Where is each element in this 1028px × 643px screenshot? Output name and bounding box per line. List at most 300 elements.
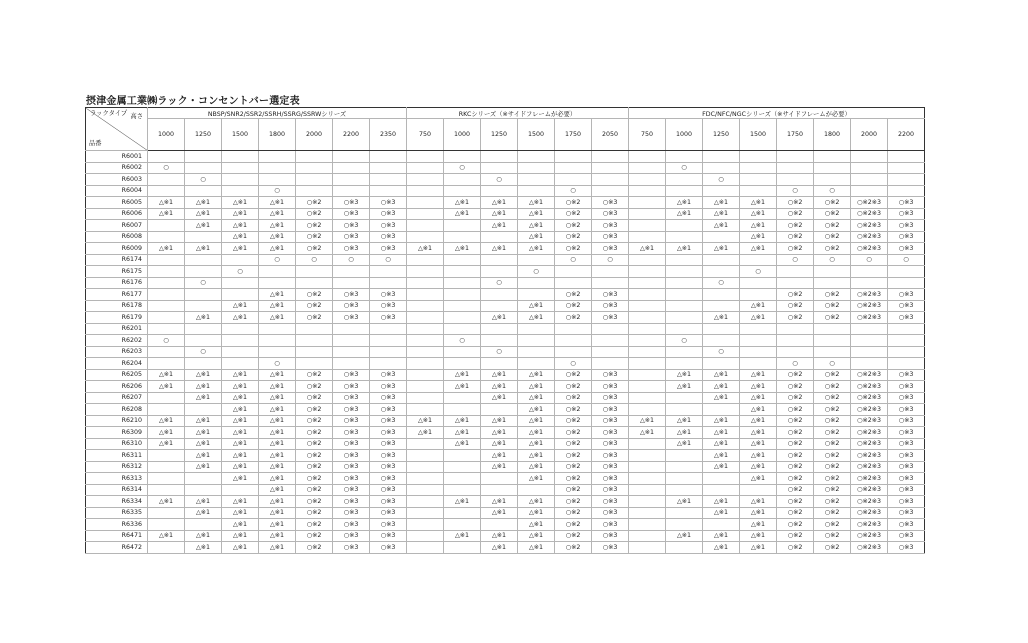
rack-cell: [518, 185, 555, 197]
rack-cell: △※1: [259, 404, 296, 416]
rack-cell: [407, 277, 444, 289]
rack-cell: [592, 174, 629, 186]
rack-cell: △※1: [148, 243, 185, 255]
part-number: R6202: [86, 335, 148, 347]
rack-cell: [444, 312, 481, 324]
table-row: [86, 151, 925, 163]
rack-cell: ○※2: [555, 427, 592, 439]
rack-cell: [222, 162, 259, 174]
part-number: R6174: [86, 254, 148, 266]
rack-cell: △※1: [703, 530, 740, 542]
rack-cell: △※1: [481, 450, 518, 462]
rack-cell: ○※3: [333, 381, 370, 393]
table-row: [86, 427, 925, 439]
table-row: [86, 323, 925, 335]
rack-cell: [666, 185, 703, 197]
rack-cell: ○※3: [888, 542, 925, 554]
rack-cell: ○※3: [592, 438, 629, 450]
rack-cell: ○※2: [777, 381, 814, 393]
rack-cell: △※1: [740, 231, 777, 243]
rack-cell: △※1: [518, 496, 555, 508]
part-number: R6006: [86, 208, 148, 220]
rack-cell: ○※2: [814, 369, 851, 381]
rack-cell: ○※3: [888, 369, 925, 381]
rack-cell: ○※3: [592, 507, 629, 519]
rack-cell: ○※3: [333, 496, 370, 508]
table-row: [86, 542, 925, 554]
rack-cell: ○※3: [370, 461, 407, 473]
rack-cell: [259, 266, 296, 278]
rack-cell: [407, 496, 444, 508]
rack-cell: △※1: [703, 392, 740, 404]
rack-cell: △※1: [703, 496, 740, 508]
selection-table: [85, 107, 925, 554]
rack-cell: [370, 151, 407, 163]
rack-cell: △※1: [740, 220, 777, 232]
rack-cell: ○※2: [814, 289, 851, 301]
rack-cell: [333, 358, 370, 370]
rack-cell: [481, 473, 518, 485]
rack-cell: ○※2※3: [851, 289, 888, 301]
rack-cell: [370, 358, 407, 370]
rack-cell: [629, 507, 666, 519]
rack-cell: ○※2: [814, 381, 851, 393]
rack-cell: [666, 404, 703, 416]
rack-cell: △※1: [185, 461, 222, 473]
rack-cell: [444, 484, 481, 496]
rack-cell: △※1: [481, 392, 518, 404]
rack-cell: △※1: [740, 369, 777, 381]
rack-cell: ○※2※3: [851, 519, 888, 531]
rack-cell: [148, 392, 185, 404]
part-number: R6206: [86, 381, 148, 393]
rack-cell: [629, 208, 666, 220]
rack-cell: △※1: [407, 427, 444, 439]
table-row: [86, 392, 925, 404]
part-number: R6001: [86, 151, 148, 163]
table-row: [86, 174, 925, 186]
rack-cell: [851, 151, 888, 163]
rack-cell: ○※2: [777, 392, 814, 404]
part-number: R6005: [86, 197, 148, 209]
rack-cell: △※1: [148, 208, 185, 220]
height-header: 1500: [518, 119, 555, 151]
rack-cell: ○: [777, 358, 814, 370]
rack-cell: △※1: [259, 507, 296, 519]
rack-cell: ○※2: [555, 392, 592, 404]
rack-cell: △※1: [740, 530, 777, 542]
height-header: 2050: [592, 119, 629, 151]
rack-cell: △※1: [148, 427, 185, 439]
rack-cell: [259, 174, 296, 186]
rack-cell: △※1: [740, 197, 777, 209]
rack-cell: [148, 277, 185, 289]
rack-cell: △※1: [740, 427, 777, 439]
rack-cell: [629, 231, 666, 243]
rack-cell: [407, 542, 444, 554]
rack-cell: △※1: [259, 381, 296, 393]
rack-cell: ○※2: [777, 300, 814, 312]
rack-cell: [185, 323, 222, 335]
rack-cell: [518, 151, 555, 163]
rack-cell: △※1: [666, 415, 703, 427]
rack-cell: [222, 484, 259, 496]
height-header: 1750: [555, 119, 592, 151]
rack-cell: ○※3: [888, 312, 925, 324]
rack-cell: △※1: [185, 438, 222, 450]
rack-cell: △※1: [222, 243, 259, 255]
part-number: R6471: [86, 530, 148, 542]
rack-cell: △※1: [185, 392, 222, 404]
rack-cell: ○※2※3: [851, 243, 888, 255]
rack-cell: △※1: [259, 542, 296, 554]
rack-cell: ○: [666, 335, 703, 347]
rack-cell: [851, 162, 888, 174]
table-row: [86, 220, 925, 232]
rack-cell: △※1: [222, 427, 259, 439]
rack-cell: ○※3: [370, 369, 407, 381]
rack-cell: [407, 185, 444, 197]
rack-cell: ○※3: [888, 484, 925, 496]
rack-cell: ○※3: [333, 519, 370, 531]
rack-cell: [666, 323, 703, 335]
rack-cell: ○※3: [370, 415, 407, 427]
table-row: [86, 484, 925, 496]
rack-cell: [407, 162, 444, 174]
rack-cell: ○: [814, 185, 851, 197]
rack-cell: ○※2: [814, 404, 851, 416]
rack-cell: [222, 185, 259, 197]
rack-cell: △※1: [666, 530, 703, 542]
rack-cell: [666, 300, 703, 312]
rack-cell: [407, 530, 444, 542]
rack-cell: [740, 358, 777, 370]
rack-cell: ○※2※3: [851, 496, 888, 508]
rack-cell: ○※2: [814, 450, 851, 462]
rack-cell: △※1: [259, 415, 296, 427]
rack-cell: [703, 519, 740, 531]
rack-cell: [259, 335, 296, 347]
header-row-heights: [86, 119, 925, 151]
rack-cell: [148, 507, 185, 519]
rack-cell: ○※2: [555, 461, 592, 473]
rack-cell: [703, 289, 740, 301]
rack-cell: [740, 323, 777, 335]
rack-cell: [629, 174, 666, 186]
rack-cell: [444, 404, 481, 416]
rack-cell: △※1: [518, 369, 555, 381]
rack-cell: [148, 266, 185, 278]
rack-cell: [370, 266, 407, 278]
rack-cell: ○※3: [370, 438, 407, 450]
rack-cell: ○※2: [814, 300, 851, 312]
rack-cell: △※1: [185, 507, 222, 519]
rack-cell: ○: [481, 277, 518, 289]
rack-cell: ○※3: [592, 404, 629, 416]
rack-cell: [370, 277, 407, 289]
rack-cell: △※1: [185, 530, 222, 542]
rack-cell: ○※3: [333, 231, 370, 243]
rack-cell: [518, 323, 555, 335]
rack-cell: ○※3: [370, 231, 407, 243]
rack-cell: [740, 346, 777, 358]
series-header: NBSP/SNR2/SSR2/SSRH/SSRG/SSRWシリーズ: [148, 108, 407, 119]
rack-cell: △※1: [518, 427, 555, 439]
table-row: [86, 300, 925, 312]
rack-cell: [407, 519, 444, 531]
rack-cell: [629, 461, 666, 473]
rack-cell: ○※2: [814, 220, 851, 232]
rack-cell: ○※2: [814, 208, 851, 220]
rack-cell: ○※3: [592, 289, 629, 301]
rack-cell: [814, 151, 851, 163]
rack-cell: [555, 151, 592, 163]
rack-cell: [888, 346, 925, 358]
rack-cell: △※1: [740, 496, 777, 508]
part-number: R6177: [86, 289, 148, 301]
rack-cell: △※1: [444, 197, 481, 209]
rack-cell: ○※2: [555, 231, 592, 243]
rack-cell: [444, 174, 481, 186]
rack-cell: [481, 151, 518, 163]
rack-cell: ○※3: [333, 450, 370, 462]
rack-cell: [666, 473, 703, 485]
rack-cell: ○※2: [555, 438, 592, 450]
rack-cell: △※1: [518, 461, 555, 473]
rack-cell: △※1: [222, 300, 259, 312]
table-row: [86, 312, 925, 324]
rack-cell: ○※2: [814, 484, 851, 496]
rack-cell: ○※3: [888, 231, 925, 243]
rack-cell: [851, 277, 888, 289]
rack-cell: △※1: [222, 208, 259, 220]
rack-cell: ○※3: [888, 208, 925, 220]
rack-cell: [148, 231, 185, 243]
rack-cell: △※1: [259, 208, 296, 220]
rack-cell: [407, 312, 444, 324]
rack-cell: [296, 277, 333, 289]
rack-cell: △※1: [666, 208, 703, 220]
height-header: 1250: [185, 119, 222, 151]
rack-cell: [666, 220, 703, 232]
rack-cell: △※1: [518, 404, 555, 416]
rack-cell: ○※2: [777, 496, 814, 508]
rack-cell: ○※2: [777, 484, 814, 496]
rack-cell: [703, 358, 740, 370]
rack-cell: [407, 151, 444, 163]
rack-cell: [666, 542, 703, 554]
rack-cell: [259, 346, 296, 358]
rack-cell: ○※3: [592, 231, 629, 243]
rack-cell: △※1: [222, 392, 259, 404]
rack-cell: [407, 450, 444, 462]
rack-cell: ○※3: [370, 381, 407, 393]
rack-cell: △※1: [259, 530, 296, 542]
rack-cell: [518, 346, 555, 358]
rack-cell: [185, 358, 222, 370]
rack-cell: ○※3: [333, 392, 370, 404]
rack-cell: [222, 289, 259, 301]
rack-cell: △※1: [185, 312, 222, 324]
rack-cell: ○※3: [370, 496, 407, 508]
rack-cell: [296, 323, 333, 335]
rack-cell: [629, 185, 666, 197]
part-number: R6310: [86, 438, 148, 450]
rack-cell: [333, 277, 370, 289]
rack-cell: ○※2: [555, 208, 592, 220]
rack-cell: [444, 542, 481, 554]
height-header: 1500: [740, 119, 777, 151]
rack-cell: ○※2: [777, 289, 814, 301]
part-number: R6309: [86, 427, 148, 439]
part-number: R6004: [86, 185, 148, 197]
rack-cell: ○※2: [777, 415, 814, 427]
rack-cell: [407, 484, 444, 496]
rack-cell: △※1: [703, 542, 740, 554]
rack-cell: ○※3: [370, 220, 407, 232]
rack-cell: ○※3: [333, 438, 370, 450]
table-row: [86, 369, 925, 381]
rack-cell: ○※3: [592, 450, 629, 462]
rack-cell: ○※2: [296, 496, 333, 508]
rack-cell: [444, 277, 481, 289]
rack-cell: [666, 461, 703, 473]
rack-cell: ○※2※3: [851, 461, 888, 473]
rack-cell: [888, 162, 925, 174]
rack-cell: △※1: [703, 369, 740, 381]
rack-cell: △※1: [703, 507, 740, 519]
rack-cell: [148, 450, 185, 462]
rack-cell: [592, 266, 629, 278]
rack-cell: △※1: [222, 438, 259, 450]
rack-cell: ○※3: [333, 484, 370, 496]
rack-cell: [592, 323, 629, 335]
rack-cell: △※1: [148, 496, 185, 508]
rack-cell: [888, 185, 925, 197]
part-number: R6007: [86, 220, 148, 232]
rack-cell: ○※2※3: [851, 381, 888, 393]
rack-cell: △※1: [185, 197, 222, 209]
table-row: [86, 461, 925, 473]
rack-cell: ○※2: [777, 208, 814, 220]
rack-cell: ○※3: [333, 415, 370, 427]
rack-cell: [444, 473, 481, 485]
rack-cell: ○※3: [333, 300, 370, 312]
rack-cell: [370, 174, 407, 186]
rack-cell: ○※2: [296, 484, 333, 496]
rack-cell: △※1: [222, 496, 259, 508]
rack-cell: ○※3: [888, 220, 925, 232]
rack-cell: △※1: [481, 438, 518, 450]
rack-cell: ○※2: [777, 450, 814, 462]
rack-cell: △※1: [148, 415, 185, 427]
rack-cell: [629, 254, 666, 266]
table-row: [86, 507, 925, 519]
rack-cell: [814, 346, 851, 358]
rack-cell: △※1: [481, 461, 518, 473]
rack-cell: ○※2: [777, 243, 814, 255]
part-number: R6472: [86, 542, 148, 554]
rack-cell: [851, 335, 888, 347]
rack-cell: [333, 151, 370, 163]
rack-cell: △※1: [481, 312, 518, 324]
rack-cell: ○※2: [555, 404, 592, 416]
rack-cell: [666, 289, 703, 301]
rack-cell: [888, 323, 925, 335]
rack-cell: [148, 151, 185, 163]
rack-cell: △※1: [703, 427, 740, 439]
rack-cell: [851, 358, 888, 370]
rack-cell: ○※2※3: [851, 220, 888, 232]
rack-cell: [629, 484, 666, 496]
rack-cell: [444, 231, 481, 243]
rack-cell: [666, 484, 703, 496]
height-header: 1000: [148, 119, 185, 151]
rack-cell: ○: [148, 162, 185, 174]
page-title: 摂津金属工業㈱ラック・コンセントバー選定表: [86, 96, 300, 107]
rack-cell: [185, 185, 222, 197]
rack-cell: [814, 266, 851, 278]
part-number: R6008: [86, 231, 148, 243]
table-row: [86, 266, 925, 278]
rack-cell: △※1: [222, 507, 259, 519]
rack-cell: ○※3: [888, 289, 925, 301]
rack-cell: △※1: [481, 369, 518, 381]
rack-cell: ○※2: [814, 473, 851, 485]
rack-cell: [629, 289, 666, 301]
rack-cell: ○※2: [296, 369, 333, 381]
rack-cell: ○※2: [777, 404, 814, 416]
rack-cell: [444, 392, 481, 404]
rack-cell: ○※3: [888, 300, 925, 312]
rack-cell: [666, 231, 703, 243]
rack-cell: ○※3: [888, 243, 925, 255]
rack-cell: △※1: [259, 450, 296, 462]
rack-cell: [703, 266, 740, 278]
rack-cell: [481, 254, 518, 266]
rack-cell: ○※3: [888, 496, 925, 508]
rack-cell: [185, 300, 222, 312]
table-row: [86, 381, 925, 393]
rack-cell: △※1: [666, 197, 703, 209]
rack-cell: [444, 254, 481, 266]
rack-cell: [407, 231, 444, 243]
rack-cell: ○※3: [333, 473, 370, 485]
rack-cell: ○: [222, 266, 259, 278]
rack-cell: ○※2※3: [851, 197, 888, 209]
rack-cell: [407, 369, 444, 381]
rack-cell: ○※3: [592, 312, 629, 324]
rack-cell: [222, 346, 259, 358]
rack-cell: ○※2: [777, 438, 814, 450]
rack-cell: △※1: [629, 243, 666, 255]
rack-cell: △※1: [444, 530, 481, 542]
rack-cell: △※1: [259, 220, 296, 232]
rack-cell: ○※2: [296, 243, 333, 255]
rack-cell: ○※2: [296, 461, 333, 473]
rack-cell: △※1: [481, 381, 518, 393]
rack-cell: ○※2: [296, 519, 333, 531]
rack-cell: [296, 174, 333, 186]
rack-cell: △※1: [185, 542, 222, 554]
rack-cell: ○: [851, 254, 888, 266]
rack-cell: [629, 381, 666, 393]
rack-cell: [185, 162, 222, 174]
rack-cell: [259, 162, 296, 174]
rack-cell: [629, 438, 666, 450]
rack-cell: △※1: [259, 289, 296, 301]
rack-cell: ○※2: [814, 496, 851, 508]
